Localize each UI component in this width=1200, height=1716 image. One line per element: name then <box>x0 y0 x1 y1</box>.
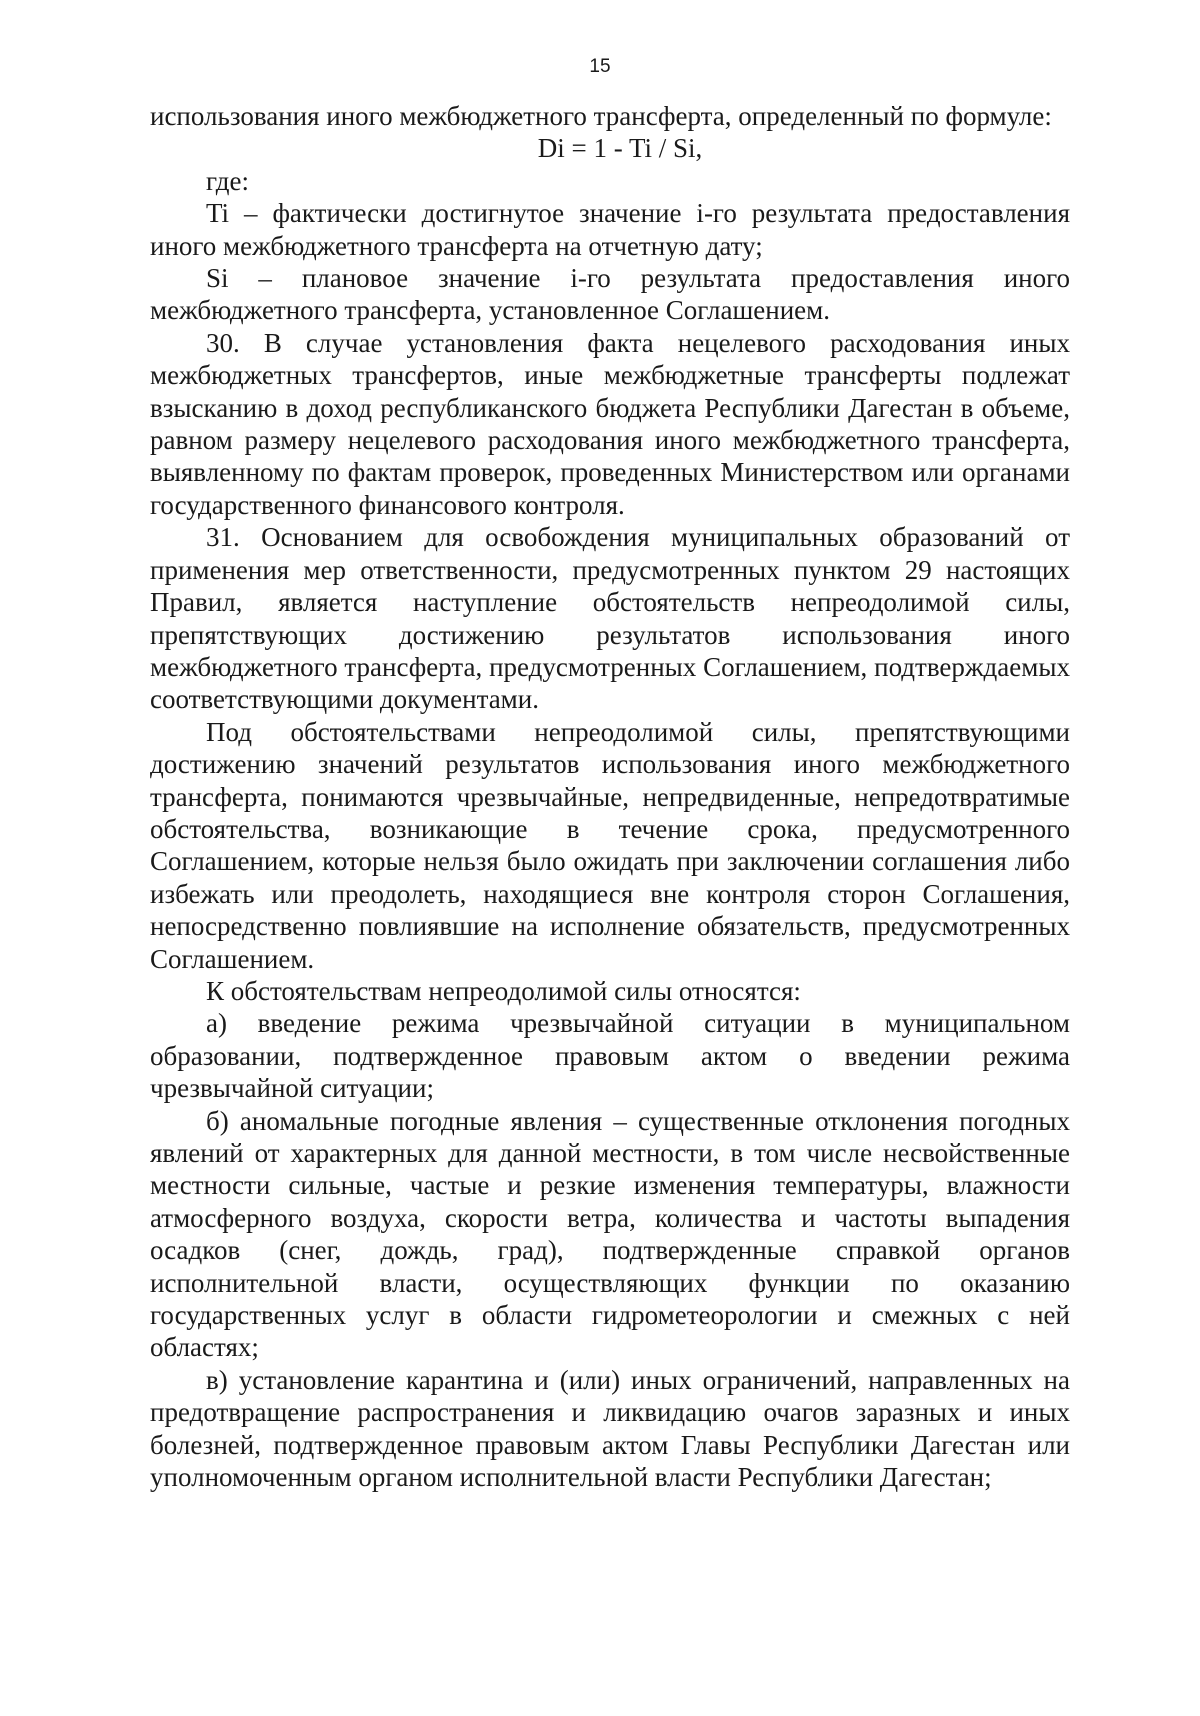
definition-ti: Ti – фактически достигнутое значение i-го результата предоставления иного межбюджетного трансферта на отчетную дату; <box>150 198 1070 261</box>
where-label: где: <box>206 165 249 196</box>
clause-30: 30. В случае установления факта нецелевого расходования иных межбюджетных трансфертов, иные межбюджетные трансферты подлежат взысканию в доход республиканского бюджета Республики Дагестан в объеме, равном размеру нецелевого расходования иного межбюджетного трансферта, выявленному по фактам проверок, проведенных Министерством или органами государственного финансового контроля. <box>150 327 1070 520</box>
list-item-a: а) введение режима чрезвычайной ситуации в муниципальном образовании, подтвержденное правовым актом о введении режима чрезвычайной ситуации; <box>150 1008 1070 1104</box>
formula: Di = 1 - Ti / Si, <box>537 133 703 164</box>
force-majeure-list-intro: К обстоятельствам непреодолимой силы относятся: <box>206 975 801 1006</box>
force-majeure-definition: Под обстоятельствами непреодолимой силы, препятствующими достижению значений результатов использования иного межбюджетного трансферта, понимаются чрезвычайные, непредвиденные, непредотвратимые обстоятельства, возникающие в течение срока, предусмотренного Соглашением, которые нельзя было ожидать при заключении соглашения либо избежать или преодолеть, находящиеся вне контроля сторон Соглашения, непосредственно повлиявшие на исполнение обязательств, предусмотренных Соглашением. <box>150 716 1070 974</box>
page-number: 15 <box>589 56 611 77</box>
list-item-v: в) установление карантина и (или) иных ограничений, направленных на предотвращение распространения и ликвидацию очагов заразных и иных болезней, подтвержденное правовым актом Главы Республики Дагестан или уполномоченным органом исполнительной власти Республики Дагестан; <box>150 1364 1070 1493</box>
clause-31: 31. Основанием для освобождения муниципальных образований от применения мер ответственности, предусмотренных пунктом 29 настоящих Правил, является наступление обстоятельств непреодолимой силы, препятствующих достижению результатов использования иного межбюджетного трансферта, предусмотренных Соглашением, подтверждаемых соответствующими документами. <box>150 522 1070 715</box>
list-item-b: б) аномальные погодные явления – существенные отклонения погодных явлений от характерных для данной местности, в том числе несвойственные местности сильные, частые и резкие изменения температуры, влажности атмосферного воздуха, скорости ветра, количества и частоты выпадения осадков (снег, дождь, град), подтвержденные справкой органов исполнительной власти, осуществляющих функции по оказанию государственных услуг в области гидрометеорологии и смежных с ней областях; <box>150 1105 1070 1363</box>
paragraph-formula-intro: использования иного межбюджетного трансферта, определенный по формуле: <box>150 101 1052 131</box>
definition-si: Si – плановое значение i-го результата предоставления иного межбюджетного трансферта, установленное Соглашением. <box>150 263 1070 326</box>
document-body <box>150 100 1070 1493</box>
